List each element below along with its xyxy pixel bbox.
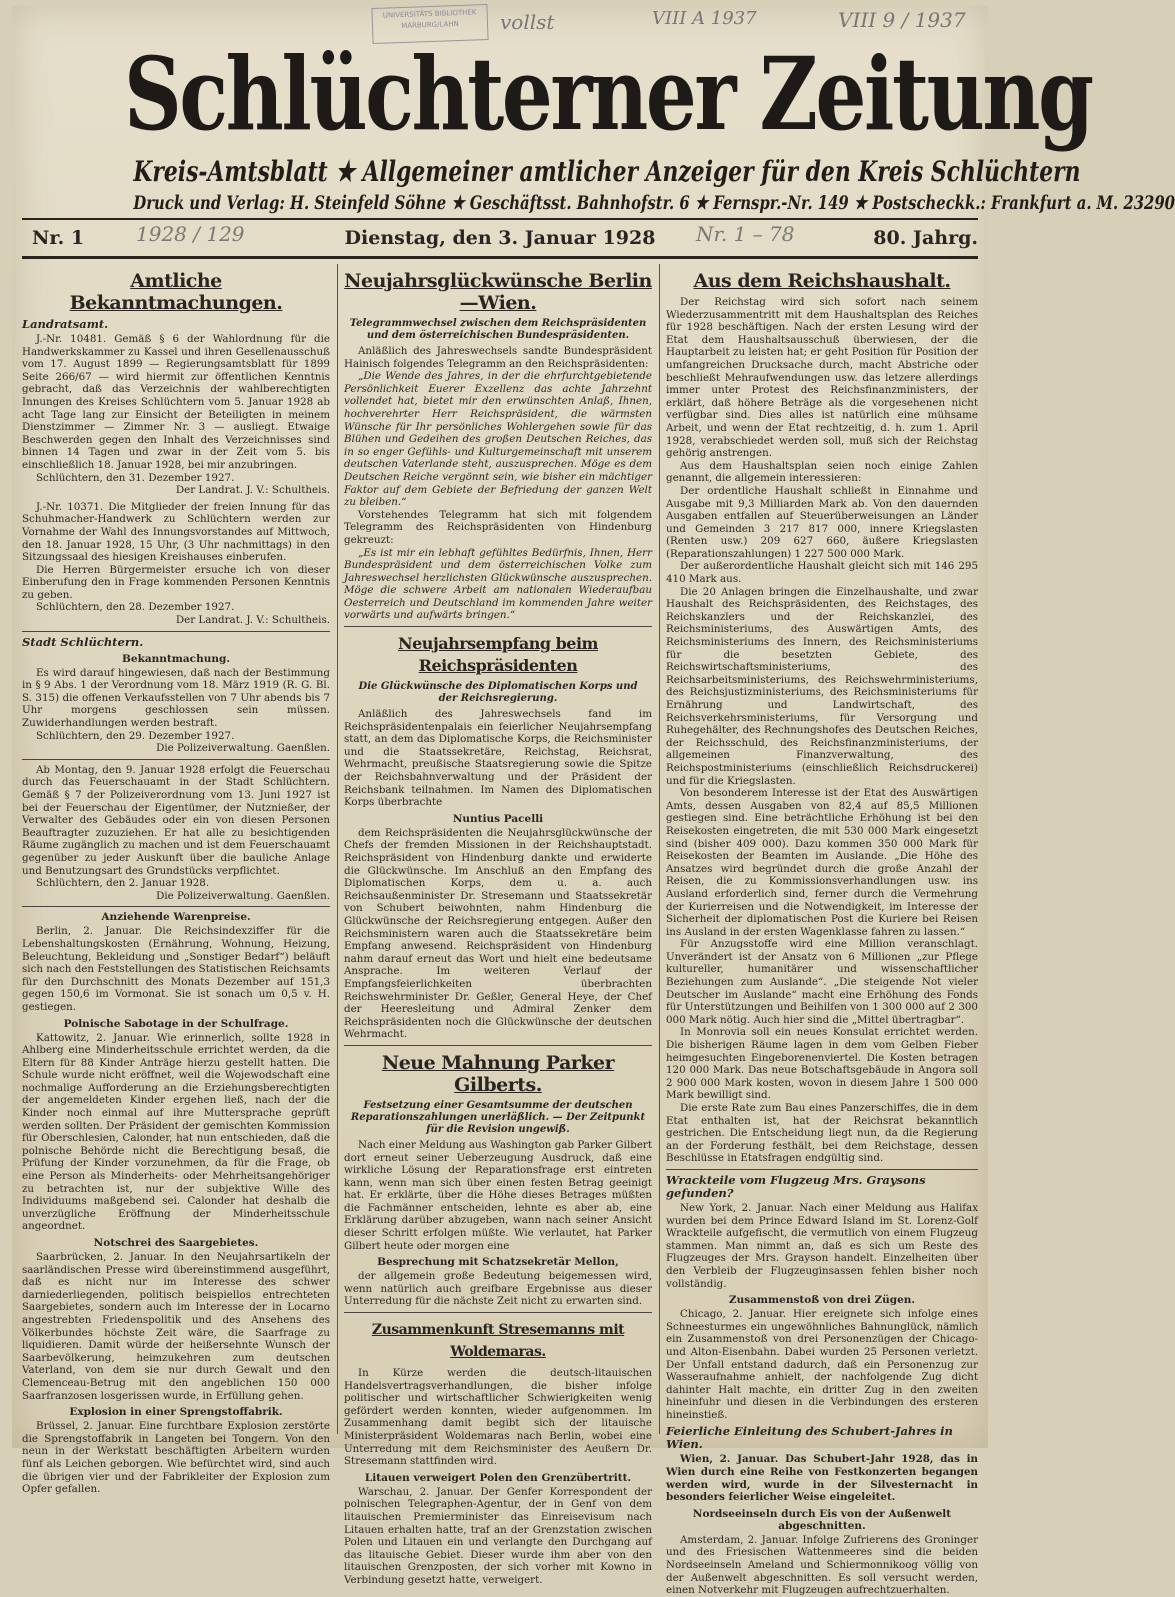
column-3: [666, 264, 978, 1597]
notice-signature: Die Polizeiverwaltung. Gaenßlen.: [156, 742, 330, 755]
article-heading: Feierliche Einleitung des Schubert-Jahres in Wien.: [666, 1424, 953, 1452]
article-text: Der ordentliche Haushalt schließt in Einnahme und Ausgabe mit 9,3 Milliarden Mark ab. Von den dauernden Ausgaben entfallen auf Steuerüberweisungen an Länder und Gemeinden 3 217 817 000, innere Kriegslasten (Renten usw.) 209 627 660, äußere Kriegslasten (Reparationszahlungen) 1 227 500 000 Mark.: [666, 484, 978, 560]
article-subheading: Litauen verweigert Polen den Grenzübertritt.: [364, 1471, 632, 1484]
article-subheading: Nuntius Pacelli: [452, 812, 544, 825]
divider: [22, 631, 330, 632]
article-text: Anläßlich des Jahreswechsels sandte Bundespräsident Hainisch folgendes Telegramm an den Reichspräsidenten:: [344, 345, 652, 370]
notice-signature: Die Polizeiverwaltung. Gaenßlen.: [156, 889, 330, 902]
handwritten-shelfmark-1: VIII A 1937: [652, 8, 757, 29]
column-divider: [659, 264, 660, 1434]
subsection-heading: Stadt Schlüchtern.: [22, 634, 144, 649]
divider: [666, 1169, 978, 1170]
article-text: Aus dem Haushaltsplan seien noch einige Zahlen genannt, die allgemein interessieren:: [666, 459, 978, 485]
notice-text: Ab Montag, den 9. Januar 1928 erfolgt die Feuerschau durch das Feuerschauamt in der Stadt Schlüchtern. Gemäß § 7 der Polizeiverordnung vom 13. Juni 1927 ist bei der Feuerschau der Eigentümer, der Nutznießer, der Verwalter des Gebäudes oder ein von diesen Personen Beauftragter zuzuziehen. Er hat alle zu besichtigenden Räume zugänglich zu machen und ist dem Feuerschauamt gegenüber zu jeder Auskunft über die bauliche Anlage und Benutzungsart des Grundstücks verpflichtet.: [22, 763, 330, 877]
newspaper-page: [12, 6, 1175, 1597]
issue-number: Nr. 1: [32, 227, 85, 249]
handwritten-shelfmark-2: VIII 9 / 1937: [838, 8, 966, 32]
article-text: Chicago, 2. Januar. Hier ereignete sich infolge eines Schneesturmes ein ungewöhnliches Bahnunglück, nämlich ein Zusammenstoß von drei Personenzügen der Chicago- und Alton-Eisenbahn. Dabei wurden 25 Personen verletzt. Der Unfall entstand dadurch, daß ein Personenzug zur Wasseraufnahme anhielt, der nachfolgende Zug dicht dahinter Halt machte, ein dritter Zug in den zweiten hineinfuhr und diesen in die Verbindungen des ersteren hineinstieß.: [666, 1308, 978, 1421]
notice-title: Bekanntmachung.: [122, 652, 230, 665]
subsection-heading: Landratsamt.: [22, 317, 109, 331]
article-heading: Wrackteile vom Flugzeug Mrs. Graysons gefunden?: [666, 1172, 926, 1200]
issue-date: Dienstag, den 3. Januar 1928: [344, 227, 656, 249]
article-text: Die 20 Anlagen bringen die Einzelhaushalte, und zwar Haushalt des Reichspräsidenten, des Reichstages, des Reichskanzlers und der Reichskanzlei, des Reichsministeriums, des Auswärtigen Amts, des Reichsministeriums des Innern, des Reichsministeriums für die besetzten Gebiete, des Reichswirtschaftsministeriums, des Reichsarbeitsministeriums, des Reichswehrministeriums, des Reichsjustizministeriums, des Reichsministeriums für Ernährung und Landwirtschaft, des Reichsverkehrsministeriums, für Versorgung und Ruhegehälter, des Rechnungshofes des Deutschen Reiches, der Reichsschuld, des Reichsfinanzministeriums, der allgemeinen Finanzverwaltung, des Reichspostministeriums (einschließlich Reichsdruckerei) und für die Kriegslasten.: [666, 585, 978, 787]
article-text: Warschau, 2. Januar. Der Genfer Korrespondent der polnischen Telegraphen-Agentur, der in Genf von dem litauischen Premierminister das Einreisevisum nach Litauen erhalten hatte, traf an der Grenzstation zwischen Polen und Litauen ein und verlangte den Durchgang auf das litauische Gebiet. Dieser wurde ihm aber von den litauischen Grenzposten, der sich vorher mit Kowno in Verbindung gesetzt hatte, verweigert.: [344, 1485, 652, 1586]
notice-text: J.-Nr. 10481. Gemäß § 6 der Wahlordnung für die Handwerkskammer zu Kassel und ihren Gesellenausschuß vom 17. August 1899 — Regierungsamtsblatt für 1899 Seite 266/67 — wird hiermit zur öffentlichen Kenntnis gebracht, daß das Verzeichnis der wahlberechtigten Innungen des Kreises Schlüchtern vom 5. Januar 1928 ab acht Tage lang zur Einsicht der Beteiligten in meinem Dienstzimmer — Zimmer Nr. 3 — ausliegt. Etwaige Beschwerden gegen den Inhalt des Verzeichnisses sind binnen 14 Tagen und zwar in der Zeit vom 5. bis einschließlich 18. Januar 1928, bei mir anzubringen.: [22, 333, 330, 471]
article-text: Der Reichstag wird sich sofort nach seinem Wiederzusammentritt mit dem Haushaltsplan des Reiches für 1928 beschäftigen. Nach der ersten Lesung wird der Etat dem Haushaltsausschuß überwiesen, der die Hauptarbeit zu leisten hat; er geht Position für Position der umfangreichen Drucksache durch, macht Abstriche oder beschließt Mehraufwendungen usw. das letzere allerdings immer unter Protest des Reichsfinanzministers, der erklärt, daß höhere Beträge als die vorgesehenen nicht verfügbar sind. Dies alles ist natürlich eine mühsame Arbeit, und wenn der Etat rechtzeitig, d. h. zum 1. April 1928, verabschiedet werden soll, muß sich der Reichstag gehörig anstrengen.: [666, 296, 978, 460]
article-text: Anläßlich des Jahreswechsels fand im Reichspräsidentenpalais ein feierlicher Neujahrsempfang statt, an dem das Diplomatische Korps, die Reichsminister und die Staatssekretäre, Reichstag, Reichsrat, Wehrmacht, preußische Staatsregierung sowie die Spitze der Reichsbahnverwaltung und der Präsident der Reichsbank teilnahmen. Im Namen des Diplomatischen Korps überbrachte: [344, 708, 652, 809]
article-heading: Notschrei des Saargebietes.: [93, 1237, 259, 1249]
article-text: Für Anzugsstoffe wird eine Million veranschlagt. Unverändert ist der Ansatz von 6 Millionen „zur Pflege kultureller, humanitärer und wissenschaftlicher Beziehungen zum Auslande“. „Die steigende Not vieler Deutscher im Auslande“ macht eine Erhöhung des Fonds für Unterstützungen und Beihilfen von 1 300 000 auf 2 300 000 Mark nötig. Auch hier sind die „Mittel übertragbar“.: [666, 938, 978, 1026]
column-divider: [337, 264, 338, 1434]
masthead-rule: [22, 218, 978, 220]
divider: [344, 1045, 652, 1046]
article-text: New York, 2. Januar. Nach einer Meldung aus Halifax wurden bei dem Prince Edward Island im St. Lorenz-Golf Wrackteile aufgefischt, die vermutlich von einem Flugzeug stammen. Man nimmt an, daß es sich um Reste des Flugzeuges der Mrs. Grayson handelt. Einzelheiten über den Verbleib der Flugzeuginsassen fehlen bisher noch vollständig.: [666, 1201, 978, 1290]
article-text: Wien, 2. Januar. Das Schubert-Jahr 1928, das in Wien durch eine Reihe von Festkonzerten begangen werden wird, wurde in der Silvesternacht in besonders feierlicher Weise eingeleitet.: [666, 1453, 978, 1504]
section-heading: Amtliche Bekanntmachungen.: [69, 270, 283, 314]
article-lead: Festsetzung einer Gesamtsumme der deutschen Reparationszahlungen unerläßlich. — Der Zeitpunkt für die Revision ungewiß.: [350, 1099, 646, 1135]
article-text: Vorstehendes Telegramm hat sich mit folgendem Telegramm des Reichspräsidenten von Hindenburg gekreuzt:: [344, 508, 652, 546]
masthead-imprint: Druck und Verlag: H. Steinfeld Söhne ★ Geschäftsst. Bahnhofstr. 6 ★ Fernspr.-Nr. 149 ★ Postscheckk.: Frankfurt a. M. 23290: [133, 192, 1175, 214]
article-heading: Zusammenstoß von drei Zügen.: [728, 1294, 916, 1307]
article-text: Nach einer Meldung aus Washington gab Parker Gilbert dort erneut seiner Ueberzeugung Ausdruck, daß eine wirkliche Lösung der Reparationsfrage erst eintreten kann, wenn man sich über einen festen Betrag geeinigt hat. Er erklärte, über die Höhe dieses Betrages müßten die Fachmänner entscheiden, lehnte es aber ab, eine Erklärung darüber abzugeben, wann nach seiner Ansicht dieser Schritt erfolgen müßte. Wie verlautet, hat Parker Gilbert heute oder morgen eine: [344, 1138, 652, 1252]
article-text: Saarbrücken, 2. Januar. In den Neujahrsartikeln der saarländischen Presse wird übereinstimmend ausgeführt, daß es nicht nur im Interesse des schwer darniederliegenden, politisch beispiellos entrechteten Saargebietes, sondern auch im Interesse der in Locarno angestrebten Friedenspolitik und des Ansehens des Völkerbundes höchste Zeit wäre, die Saarfrage zu liquidieren. Damit würde der heißersehnte Wunsch der Saarbevölkerung, heimzukehren zum deutschen Vaterland, von dem sie nur durch Gewalt und den Clemenceau-Betrug mit den angeblichen 150 000 Saarfranzosen losgerissen wurde, in Erfüllung gehen.: [22, 1251, 330, 1402]
notice-text: J.-Nr. 10371. Die Mitglieder der freien Innung für das Schuhmacher-Handwerk zu Schlüchtern werden zur Vornahme der Wahl des Innungsvorstandes auf Mittwoch, den 18. Januar 1928, 15 Uhr, (3 Uhr nachmittags) in den Sitzungssaal des hiesigen Kreishauses einberufen.: [22, 500, 330, 564]
article-quote: „Die Wende des Jahres, in der die ehrfurchtgebietende Persönlichkeit Euerer Exzellenz das achte Jahrzehnt vollendet hat, bietet mir den erwünschten Anlaß, Ihnen, hochverehrter Herr Reichspräsident, die wärmsten Wünsche für Ihr persönliches Wohlergehen sowie für das Blühen und Gedeihen des großen Deutschen Reiches, das in so enger Gefühls- und Kulturgemeinschaft mit unserem deutschen Vaterlande steht, auszusprechen. Möge es dem Deutschen Reiche vergönnt sein, wie bisher ein mächtiger Faktor auf dem Gebiete der Befriedung der ganzen Welt zu bleiben.“: [344, 370, 652, 509]
article-text: Von besonderem Interesse ist der Etat des Auswärtigen Amts, dessen Ausgaben von 82,4 auf 85,5 Millionen gestiegen sind. Eine beträchtliche Erhöhung ist bei den Reisekosten eingetreten, die mit 530 000 Mark eingesetzt sind (bisher 409 000). Dazu kommen 350 000 Mark für Reisekosten der Beamten im Auslande. „Die Höhe des Ansatzes wird begründet durch die große Anzahl der Reisen, die zu Kommissionsverhandlungen usw. ins Ausland erforderlich sind, ferner durch die Vermehrung der Kurierreisen und die Notwendigkeit, im Interesse der Sicherheit der diplomatischen Post die Kuriere bei Reisen ins Ausland in der ersten Wagenklasse fahren zu lassen.“: [666, 787, 978, 938]
article-quote: „Es ist mir ein lebhaft gefühltes Bedürfnis, Ihnen, Herr Bundespräsident und dem österreichischen Volke zum Jahreswechsel herzlichsten Glückwünsche auszusprechen. Möge die schwere Arbeit am nationalen Wiederaufbau Oesterreich und Deutschland im kommenden Jahre weiter vorwärts und aufwärts bringen.“: [344, 546, 652, 622]
notice-text: Es wird darauf hingewiesen, daß nach der Bestimmung in § 9 Abs. 1 der Verordnung vom 18. März 1919 (R. G. Bl. S. 315) die offenen Verkaufsstellen von 7 Uhr abends bis 7 Uhr morgens geschlossen sein müssen. Zuwiderhandlungen werden bestraft.: [22, 666, 330, 730]
article-text: Der außerordentliche Haushalt gleicht sich mit 146 295 410 Mark aus.: [666, 560, 978, 586]
article-text: dem Reichspräsidenten die Neujahrsglückwünsche der Chefs der fremden Missionen in der Reichshauptstadt. Reichspräsident von Hindenburg dankte und erwiderte die Glückwünsche. Im Anschluß an den Empfang des Diplomatischen Korps, dem u. a. auch Reichsaußenminister Dr. Stresemann und Staatssekretär von Schubert beiwohnten, nahm Hindenburg die Glückwünsche der Reichsregierung entgegen. Außer den Reichsministern waren auch die Staatssekretäre beim Empfang anwesend. Reichspräsident von Hindenburg nahm darauf erneut das Wort und hielt eine bedeutsame Ansprache. Im weiteren Verlauf der Empfangsfeierlichkeiten überbrachten Reichswehrminister Dr. Geßler, General Heye, der Chef der Heeresleitung und Admiral Zenker dem Reichspräsidenten noch die Glückwünsche der deutschen Wehrmacht.: [344, 826, 652, 1041]
handwritten-note-vollst: vollst: [500, 10, 555, 34]
article-text: In Monrovia soll ein neues Konsulat errichtet werden. Die bisherigen Räume lagen in dem vom Gelben Fieber heimgesuchten Eingeborenenviertel. Die Kosten betragen 120 000 Mark. Das neue Botschaftsgebäude in Angora soll 2 900 000 Mark kosten, wovon in diesem Jahre 1 500 000 Mark bewilligt sind.: [666, 1026, 978, 1102]
article-heading: Nordseeinseln durch Eis von der Außenwelt abgeschnitten.: [692, 1507, 952, 1532]
notice-place: Schlüchtern, den 28. Dezember 1927.: [36, 601, 235, 614]
article-text: Kattowitz, 2. Januar. Wie erinnerlich, sollte 1928 in Ahlberg eine Minderheitsschule errichtet werden, da die Eltern für 88 Kinder Anträge hierzu gestellt hatten. Die Schule wurde nicht eröffnet, weil die Wojewodschaft eine nochmalige Aufforderung an die Erziehungsberechtigten der angemeldeten Kinder ergehen ließ, nach der die Kinder noch einmal auf ihre Muttersprache geprüft werden sollten. Der Präsident der gemischten Kommission für Oberschlesien, Calonder, hat nun entschieden, daß die polnische Behörde nicht die Berechtigung besaß, die Prüfung der Kinder vorzunehmen, da für die Frage, ob eine Person als Minderheits- oder Mehrheitsangehöriger zu betrachten ist, nur der subjektive Wille des Individuums maßgebend sei. Calonder hat deshalb die unverzügliche Eröffnung der Minderheitsschule angeordnet.: [22, 1031, 330, 1233]
handwritten-issue-range: Nr. 1 – 78: [696, 222, 795, 246]
article-heading: Explosion in einer Sprengstoffabrik.: [69, 1406, 283, 1419]
article-headline: Neue Mahnung Parker Gilberts.: [381, 1051, 615, 1096]
article-lead: Die Glückwünsche des Diplomatischen Korps und der Reichsregierung.: [358, 681, 638, 705]
divider: [344, 626, 652, 627]
divider: [344, 1312, 652, 1313]
divider: [22, 759, 330, 760]
notice-signature: Der Landrat. J. V.: Schultheis.: [175, 614, 330, 627]
handwritten-year: 1928 / 129: [136, 222, 245, 246]
notice-place: Schlüchtern, den 29. Dezember 1927.: [36, 729, 235, 742]
article-lead: Telegrammwechsel zwischen dem Reichspräsidenten und dem österreichischen Bundespräsidenten.: [349, 318, 647, 341]
column-1: [22, 264, 330, 1496]
article-headline: Aus dem Reichshaushalt.: [693, 270, 951, 292]
article-subheading: Besprechung mit Schatzsekretär Mellon,: [377, 1256, 619, 1269]
divider: [22, 906, 330, 907]
column-2: [344, 264, 652, 1586]
article-heading: Anziehende Warenpreise.: [101, 911, 251, 924]
article-text: Brüssel, 2. Januar. Eine furchtbare Explosion zerstörte die Sprengstoffabrik in Langeten bei Tongern. Von den neun in der Werkstatt beschäftigten Arbeitern wurden fünf als Leichen geborgen. Wie befürchtet wird, sind auch die übrigen vier und der Fabrikleiter der Explosion zum Opfer gefallen.: [22, 1420, 330, 1496]
article-headline: Neujahrsglückwünsche Berlin—Wien.: [344, 270, 652, 314]
library-stamp: UNIVERSITÄTS BIBLIOTHEK MARBURG/LAHN: [371, 4, 488, 44]
notice-place: Schlüchtern, den 31. Dezember 1927.: [36, 471, 235, 484]
article-text: Berlin, 2. Januar. Die Reichsindexziffer für die Lebenshaltungskosten (Ernährung, Wohnung, Heizung, Beleuchtung, Bekleidung und „Sonstiger Bedarf“) beläuft sich nach den Feststellungen des Statistischen Reichsamts für den Durchschnitt des Monats Dezember auf 151,3 gegen 150,6 im Vormonat. Sie ist sonach um 0,5 v. H. gestiegen.: [22, 925, 330, 1013]
masthead-subtitle: Kreis-Amtsblatt ★ Allgemeiner amtlicher Anzeiger für den Kreis Schlüchtern: [133, 155, 1081, 188]
notice-place: Schlüchtern, den 2. Januar 1928.: [36, 877, 210, 890]
article-heading: Polnische Sabotage in der Schulfrage.: [63, 1017, 289, 1030]
article-headline: Neujahrsempfang beim Reichspräsidenten: [398, 634, 598, 676]
article-text: Die erste Rate zum Bau eines Panzerschiffes, die in dem Etat enthalten ist, hat der Reichsrat bekanntlich gestrichen. Die Entscheidung liegt nun, da die Regierung an der Forderung festhält, bei dem Reichstage, dessen Beschlüsse in Etatsfragen endgültig sind.: [666, 1102, 978, 1165]
notice-text: Die Herren Bürgermeister ersuche ich von dieser Einberufung den in Frage kommenden Personen Kenntnis zu geben.: [22, 563, 330, 601]
article-headline: Zusammenkunft Stresemanns mit Woldemaras.: [371, 1322, 625, 1361]
article-text: In Kürze werden die deutsch-litauischen Handelsvertragsverhandlungen, die bisher infolge politischer und wirtschaftlicher Schwierigkeiten wenig gefördert werden konnten, wieder aufgenommen. Im Zusammenhang damit begibt sich der litauische Ministerpräsident Woldemaras nach Berlin, wobei eine Unterredung mit dem Reichsminister des Aeußern Dr. Stresemann stattfinden wird.: [344, 1367, 652, 1468]
article-text: Amsterdam, 2. Januar. Infolge Zufrierens des Groninger und des Friesischen Wattenmeeres sind die beiden Nordseeinseln Ameland und Schiermonnikoog völlig von der Außenwelt abgeschnitten. Es soll versucht werden, einen Notverkehr mit Flugzeugen aufrechtzuerhalten.: [666, 1533, 978, 1597]
dateline-rule: [22, 256, 978, 259]
masthead-title: Schlüchterner Zeitung: [124, 35, 1092, 153]
article-text: der allgemein große Bedeutung beigemessen wird, wenn natürlich auch greifbare Ergebnisse aus dieser Unterredung für die nächste Zeit nicht zu erwarten sind.: [344, 1270, 652, 1308]
volume-year: 80. Jahrg.: [873, 227, 978, 249]
notice-signature: Der Landrat. J. V.: Schultheis.: [175, 484, 330, 497]
